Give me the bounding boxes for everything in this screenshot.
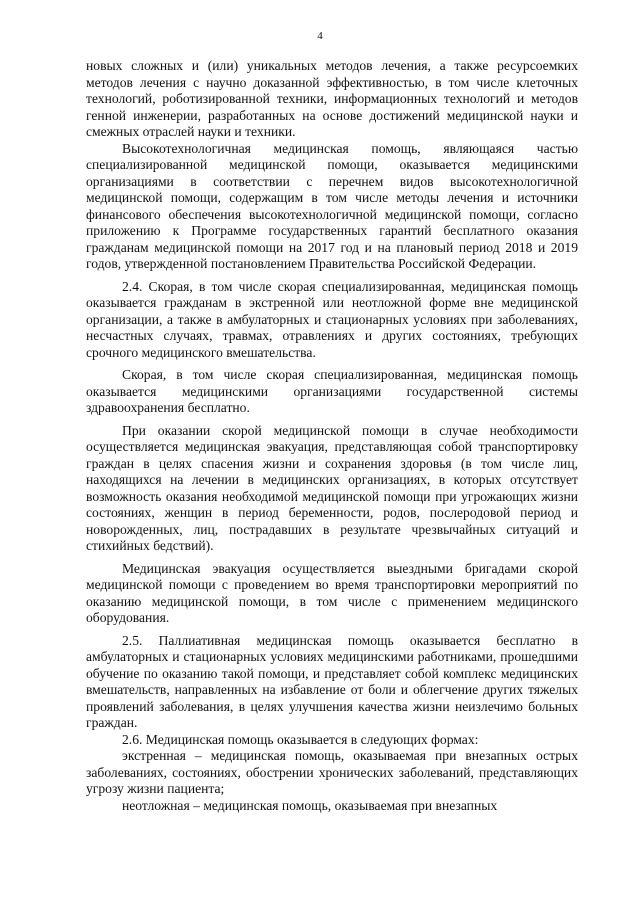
paragraph-form-urgent: неотложная – медицинская помощь, оказываемая при внезапных [122,797,498,813]
paragraph-emergency-free: Скорая, в том числе скорая специализированная, медицинская помощь оказывается медицинскими организациями государственной системы здравоохранения бесплатно. [86,367,578,415]
paragraph-evacuation-brigades: Медицинская эвакуация осуществляется выездными бригадами скорой медицинской помощи с проведением во время транспортировки мероприятий по оказанию медицинской помощи, в том числе с применением медицинского оборудования. [86,560,578,625]
paragraph-high-tech-care: Высокотехнологичная медицинская помощь, являющаяся частью специализированной медицинской помощи, оказывается медицинскими организациями в соответствии с перечнем видов высокотехнологичной медицинской помощи, содержащим в том числе методы лечения и источники финансового обеспечения высокотехнологичной медицинской помощи, согласно приложению к Программе государственных гарантий бесплатного оказания гражданам медицинской помощи на 2017 год и на плановый период 2018 и 2019 годов, утвержденной постановлением Правительства Российской Федерации. [86,140,578,271]
paragraph-medical-evacuation: При оказании скорой медицинской помощи в случае необходимости осуществляется медицинская эвакуация, представляющая собой транспортировку граждан в целях спасения жизни и сохранения здоровья (в том числе лиц, находящихся на лечении в медицинских организациях, в которых отсутствует возможность оказания необходимой медицинской помощи при угрожающих жизни состояниях, женщин в период беременности, родов, послеродовой период и новорожденных, лиц, пострадавших в результате чрезвычайных ситуаций и стихийных бедствий). [86,422,578,553]
paragraph-2-6-forms: 2.6. Медицинская помощь оказывается в следующих формах: [122,731,479,747]
paragraph-continuation: новых сложных и (или) уникальных методов лечения, а также ресурсоемких методов лечения с научно доказанной эффективностью, в том числе клеточных технологий, роботизированной техники, информационных технологий и методов генной инженерии, разработанных на основе достижений медицинской науки и смежных отраслей науки и техники. [86,58,578,139]
document-body [86,58,578,814]
paragraph-form-emergency: экстренная – медицинская помощь, оказываемая при внезапных острых заболеваниях, состояниях, обострении хронических заболеваний, представляющих угрозу жизни пациента; [86,748,578,796]
paragraph-2-5-palliative-care: 2.5. Паллиативная медицинская помощь оказывается бесплатно в амбулаторных и стационарных условиях медицинскими работниками, прошедшими обучение по оказанию такой помощи, и представляет собой комплекс медицинских вмешательств, направленных на избавление от боли и облегчение других тяжелых проявлений заболевания, в целях улучшения качества жизни неизлечимо больных граждан. [86,632,578,730]
paragraph-2-4-emergency-care: 2.4. Скорая, в том числе скорая специализированная, медицинская помощь оказывается гражданам в экстренной или неотложной форме вне медицинской организации, а также в амбулаторных и стационарных условиях при заболеваниях, несчастных случаях, травмах, отравлениях и других состояниях, требующих срочного медицинского вмешательства. [86,278,578,360]
page-number: 4 [317,30,323,42]
